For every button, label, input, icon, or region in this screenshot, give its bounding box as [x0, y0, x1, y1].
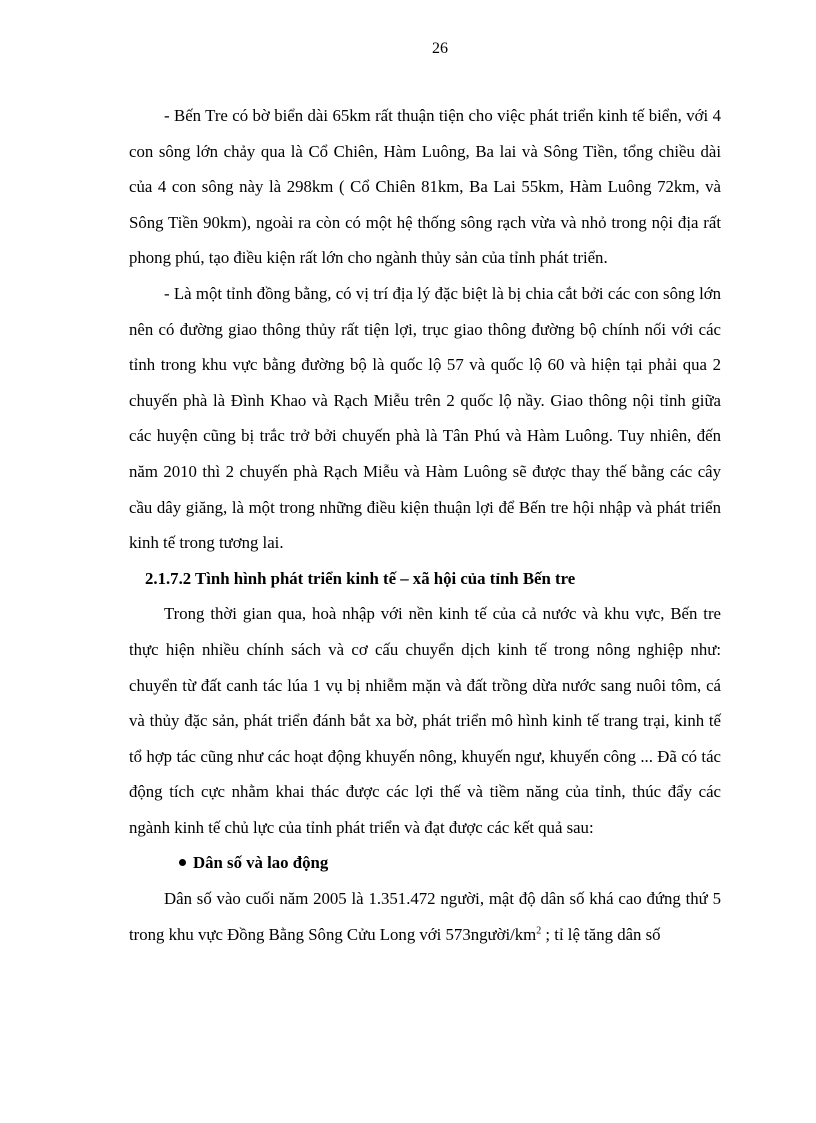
- bullet-label: Dân số và lao động: [193, 853, 329, 873]
- population-text-end: ; tỉ lệ tăng dân số: [541, 924, 661, 944]
- page-number: 26: [432, 40, 448, 57]
- paragraph-economy: Trong thời gian qua, hoà nhập với nền kinh tế của cả nước và khu vực, Bến tre thực hiện nhiều chính sách và cơ cấu chuyển dịch kinh tế trong nông nghiệp như: chuyển từ đất canh tác lúa 1 vụ bị nhiễm mặn và đất trồng dừa nước sang nuôi tôm, cá và thủy đặc sản, phát triển đánh bắt xa bờ, phát triển mô hình kinh tế trang trại, kinh tế tổ hợp tác cũng như các hoạt động khuyến nông, khuyến ngư, khuyến công ... Đã có tác động tích cực nhằm khai thác được các lợi thế và tiềm năng của tỉnh, thúc đẩy các ngành kinh tế chủ lực của tỉnh phát triển và đạt được các kết quả sau:: [129, 604, 721, 837]
- paragraph-coastline: - Bến Tre có bờ biển dài 65km rất thuận tiện cho việc phát triển kinh tế biển, với 4 con sông lớn chảy qua là Cổ Chiên, Hàm Luông, Ba lai và Sông Tiền, tổng chiều dài của 4 con sông này là 298km ( Cổ Chiên 81km, Ba Lai 55km, Hàm Luông 72km, và Sông Tiền 90km), ngoài ra còn có một hệ thống sông rạch vừa và nhỏ trong nội địa rất phong phú, tạo điều kiện rất lớn cho ngành thủy sản của tỉnh phát triển.: [129, 106, 721, 268]
- paragraph-population: [129, 881, 721, 952]
- section-heading: 2.1.7.2 Tình hình phát triển kinh tế – xã hội của tỉnh Bến tre: [145, 568, 576, 588]
- superscript-exponent: 2: [536, 925, 542, 937]
- paragraph-transport: - Là một tỉnh đồng bằng, có vị trí địa lý đặc biệt là bị chia cắt bởi các con sông lớn nên có đường giao thông thủy rất tiện lợi, trục giao thông đường bộ chính nối với các tỉnh trong khu vực bằng đường bộ là quốc lộ 57 và quốc lộ 60 và hiện tại phải qua 2 chuyến phà là Đình Khao và Rạch Miễu trên 2 quốc lộ nầy. Giao thông nội tỉnh giữa các huyện cũng bị trắc trở bởi chuyến phà là Tân Phú và Hàm Luông. Tuy nhiên, đến năm 2010 thì 2 chuyến phà Rạch Miễu và Hàm Luông sẽ được thay thế bằng các cây cầu dây giăng, là một trong những điều kiện thuận lợi để Bến tre hội nhập và phát triển kinh tế trong tương lai.: [129, 283, 721, 553]
- document-body: [129, 98, 721, 952]
- population-text-start: Dân số vào cuối năm 2005 là 1.351.472 người, mật độ dân số khá cao đứng thứ 5 trong khu vực Đồng Bằng Sông Cửu Long với 573người/km: [129, 889, 721, 944]
- bullet-item-population: [129, 845, 721, 881]
